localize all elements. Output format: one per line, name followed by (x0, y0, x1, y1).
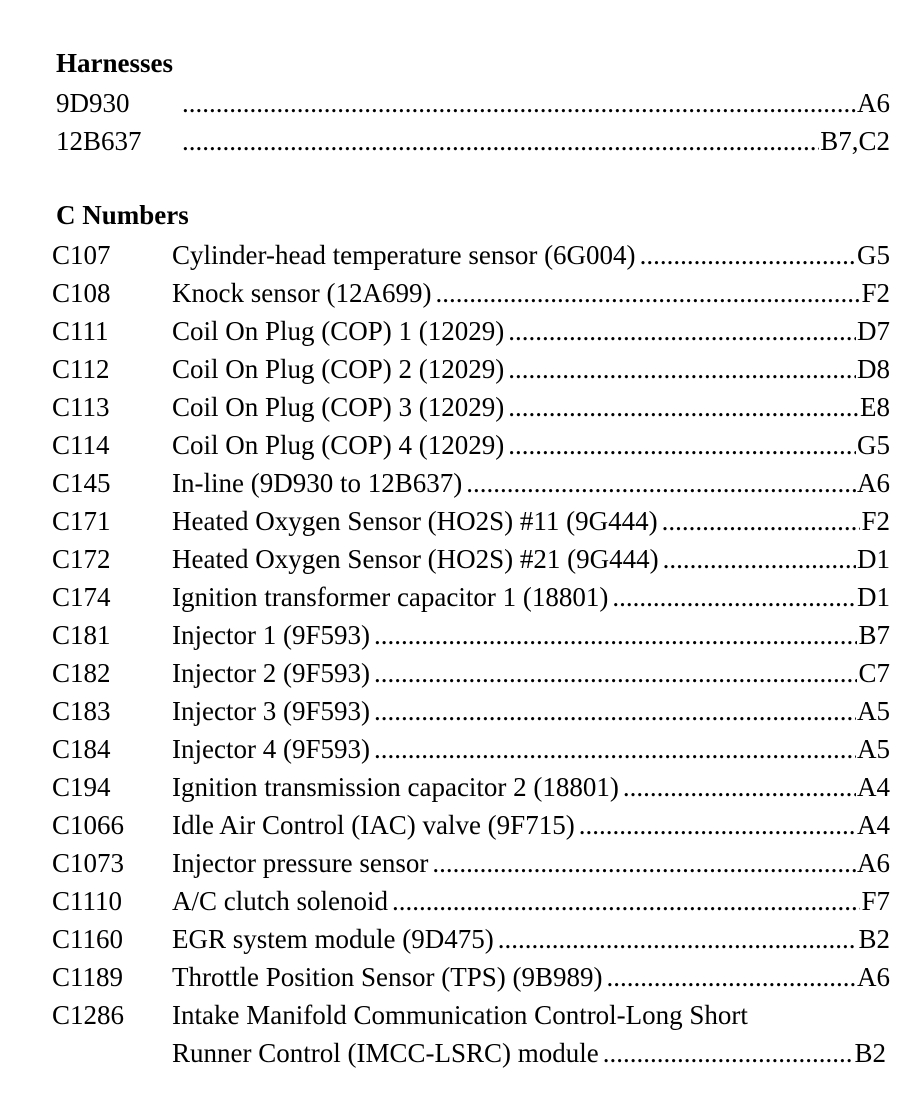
c-number-row (52, 1000, 890, 1038)
leader-dots (623, 772, 856, 803)
c-number-row (52, 354, 890, 392)
c-number-row (52, 658, 890, 696)
c-number-code: C108 (52, 278, 111, 308)
c-number-row-continuation (172, 1038, 886, 1076)
c-number-row (52, 582, 890, 620)
c-number-code: C113 (52, 392, 110, 422)
c-number-desc: Ignition transmission capacitor 2 (18801) (172, 772, 619, 802)
c-number-ref: D1 (857, 544, 890, 574)
c-number-desc: Injector pressure sensor (172, 848, 429, 878)
leader-dots (182, 126, 819, 157)
c-number-code: C182 (52, 658, 111, 688)
c-number-code: C145 (52, 468, 111, 498)
c-number-row (52, 544, 890, 582)
leader-dots (392, 886, 860, 917)
c-number-ref: B2 (858, 924, 890, 954)
leader-dots (508, 392, 859, 423)
c-number-code: C174 (52, 582, 111, 612)
c-number-desc: Knock sensor (12A699) (172, 278, 432, 308)
c-number-code: C181 (52, 620, 111, 650)
leader-dots (374, 658, 858, 689)
leader-dots (182, 88, 856, 119)
harness-code: 12B637 (56, 126, 142, 156)
leader-dots (466, 468, 856, 499)
leader-dots (374, 620, 858, 651)
c-number-desc: Idle Air Control (IAC) valve (9F715) (172, 810, 575, 840)
c-number-desc-continued: Runner Control (IMCC-LSRC) module (172, 1038, 599, 1068)
c-number-row (52, 392, 890, 430)
c-number-ref: A5 (857, 696, 890, 726)
c-numbers-heading: C Numbers (56, 200, 189, 230)
harness-ref: A6 (857, 88, 890, 118)
c-number-row (52, 848, 890, 886)
c-number-code: C1110 (52, 886, 123, 916)
harnesses-heading: Harnesses (56, 48, 173, 78)
c-number-code: C112 (52, 354, 110, 384)
c-number-desc: Cylinder-head temperature sensor (6G004) (172, 240, 636, 270)
leader-dots (612, 582, 856, 613)
leader-dots (640, 240, 856, 271)
leader-dots (508, 430, 856, 461)
leader-dots (374, 696, 856, 727)
c-number-desc: EGR system module (9D475) (172, 924, 494, 954)
leader-dots (435, 278, 860, 309)
c-number-code: C107 (52, 240, 111, 270)
c-number-desc: A/C clutch solenoid (172, 886, 388, 916)
leader-dots (432, 848, 856, 879)
c-number-desc: Throttle Position Sensor (TPS) (9B989) (172, 962, 603, 992)
c-number-code: C1160 (52, 924, 124, 954)
c-number-row (52, 316, 890, 354)
c-number-row (52, 696, 890, 734)
c-number-ref: D7 (857, 316, 890, 346)
c-number-code: C1286 (52, 1000, 125, 1030)
c-number-desc: Injector 2 (9F593) (172, 658, 370, 688)
c-number-code: C172 (52, 544, 111, 574)
c-number-ref: B7 (858, 620, 890, 650)
c-number-ref: F7 (861, 886, 890, 916)
c-number-code: C1066 (52, 810, 125, 840)
c-number-desc: Injector 4 (9F593) (172, 734, 370, 764)
harness-row (56, 88, 890, 126)
c-number-desc: Intake Manifold Communication Control-Long Short (172, 1000, 748, 1030)
c-number-row (52, 430, 890, 468)
leader-dots (607, 962, 857, 993)
c-number-ref: C7 (858, 658, 890, 688)
c-number-row (52, 506, 890, 544)
c-number-code: C184 (52, 734, 111, 764)
c-number-ref: B2 (854, 1038, 886, 1068)
leader-dots (498, 924, 858, 955)
c-number-desc: Coil On Plug (COP) 3 (12029) (172, 392, 505, 422)
c-number-code: C1189 (52, 962, 124, 992)
c-number-desc: Heated Oxygen Sensor (HO2S) #21 (9G444) (172, 544, 659, 574)
c-number-row (52, 278, 890, 316)
c-number-desc: Coil On Plug (COP) 2 (12029) (172, 354, 505, 384)
c-number-ref: D1 (857, 582, 890, 612)
c-number-code: C171 (52, 506, 111, 536)
c-number-ref: A6 (857, 848, 890, 878)
leader-dots (603, 1038, 854, 1069)
c-number-desc: Ignition transformer capacitor 1 (18801) (172, 582, 609, 612)
c-number-row (52, 810, 890, 848)
c-number-row (52, 772, 890, 810)
c-number-ref: A6 (857, 962, 890, 992)
c-number-code: C1073 (52, 848, 125, 878)
c-number-code: C183 (52, 696, 111, 726)
c-number-ref: A4 (857, 810, 890, 840)
c-number-ref: E8 (860, 392, 890, 422)
c-number-desc: Heated Oxygen Sensor (HO2S) #11 (9G444) (172, 506, 658, 536)
c-number-code: C194 (52, 772, 111, 802)
c-number-row (52, 886, 890, 924)
leader-dots (508, 354, 856, 385)
c-number-ref: G5 (857, 240, 890, 270)
leader-dots (663, 544, 856, 575)
harness-code: 9D930 (56, 88, 130, 118)
c-number-code: C114 (52, 430, 110, 460)
leader-dots (374, 734, 856, 765)
c-number-ref: A6 (857, 468, 890, 498)
c-number-ref: D8 (857, 354, 890, 384)
leader-dots (662, 506, 861, 537)
c-number-desc: Coil On Plug (COP) 4 (12029) (172, 430, 505, 460)
c-number-ref: A5 (857, 734, 890, 764)
c-number-row (52, 924, 890, 962)
c-number-ref: G5 (857, 430, 890, 460)
c-number-ref: F2 (861, 278, 890, 308)
c-number-row (52, 240, 890, 278)
leader-dots (508, 316, 856, 347)
c-number-row (52, 734, 890, 772)
c-number-code: C111 (52, 316, 109, 346)
harness-row (56, 126, 890, 164)
c-number-desc: Injector 1 (9F593) (172, 620, 370, 650)
c-number-row (52, 962, 890, 1000)
harness-ref: B7,C2 (820, 126, 890, 156)
c-number-ref: F2 (861, 506, 890, 536)
c-number-desc: Injector 3 (9F593) (172, 696, 370, 726)
c-number-row (52, 620, 890, 658)
c-number-desc: Coil On Plug (COP) 1 (12029) (172, 316, 505, 346)
c-number-ref: A4 (857, 772, 890, 802)
c-number-row (52, 468, 890, 506)
c-number-desc: In-line (9D930 to 12B637) (172, 468, 463, 498)
leader-dots (579, 810, 856, 841)
